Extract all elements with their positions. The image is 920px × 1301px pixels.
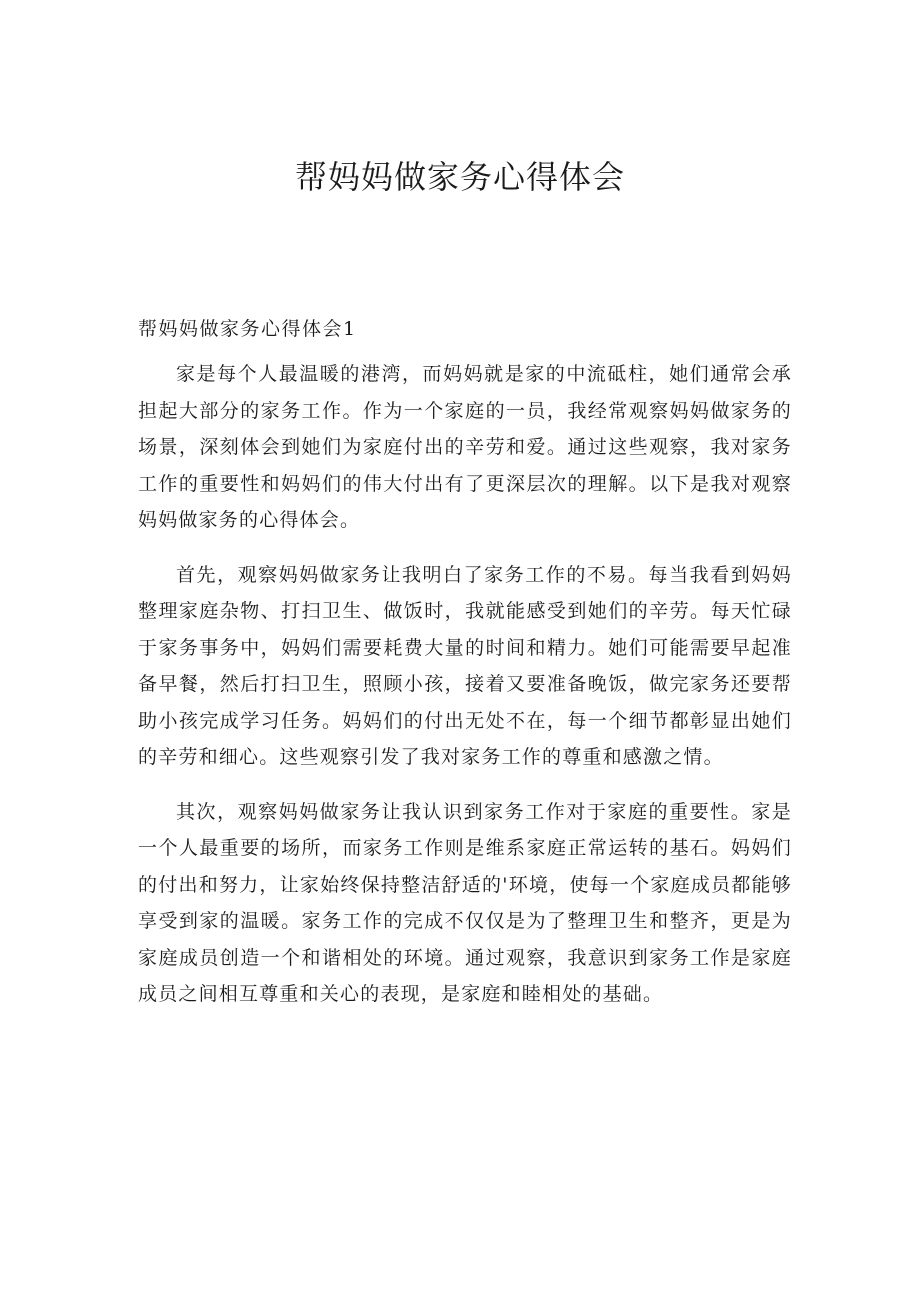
document-body <box>138 356 792 1031</box>
document-title: 帮妈妈做家务心得体会 <box>294 158 625 196</box>
paragraph-3: 其次，观察妈妈做家务让我认识到家务工作对于家庭的重要性。家是一个人最重要的场所，而家务工作则是维系家庭正常运转的基石。妈妈们的付出和努力，让家始终保持整洁舒适的'环境，使每一个家庭成员都能够享受到家的温暖。家务工作的完成不仅仅是为了整理卫生和整齐，更是为家庭成员创造一个和谐相处的环境。通过观察，我意识到家务工作是家庭成员之间相互尊重和关心的表现，是家庭和睦相处的基础。 <box>138 800 792 1005</box>
section-heading: 帮妈妈做家务心得体会1 <box>138 318 357 340</box>
paragraph-1: 家是每个人最温暖的港湾，而妈妈就是家的中流砥柱，她们通常会承担起大部分的家务工作。作为一个家庭的一员，我经常观察妈妈做家务的场景，深刻体会到她们为家庭付出的辛劳和爱。通过这些观察，我对家务工作的重要性和妈妈们的伟大付出有了更深层次的理解。以下是我对观察妈妈做家务的心得体会。 <box>138 363 792 531</box>
paragraph-2: 首先，观察妈妈做家务让我明白了家务工作的不易。每当我看到妈妈整理家庭杂物、打扫卫生、做饭时，我就能感受到她们的辛劳。每天忙碌于家务事务中，妈妈们需要耗费大量的时间和精力。她们可能需要早起准备早餐，然后打扫卫生，照顾小孩，接着又要准备晚饭，做完家务还要帮助小孩完成学习任务。妈妈们的付出无处不在，每一个细节都彰显出她们的辛劳和细心。这些观察引发了我对家务工作的尊重和感激之情。 <box>138 563 792 768</box>
